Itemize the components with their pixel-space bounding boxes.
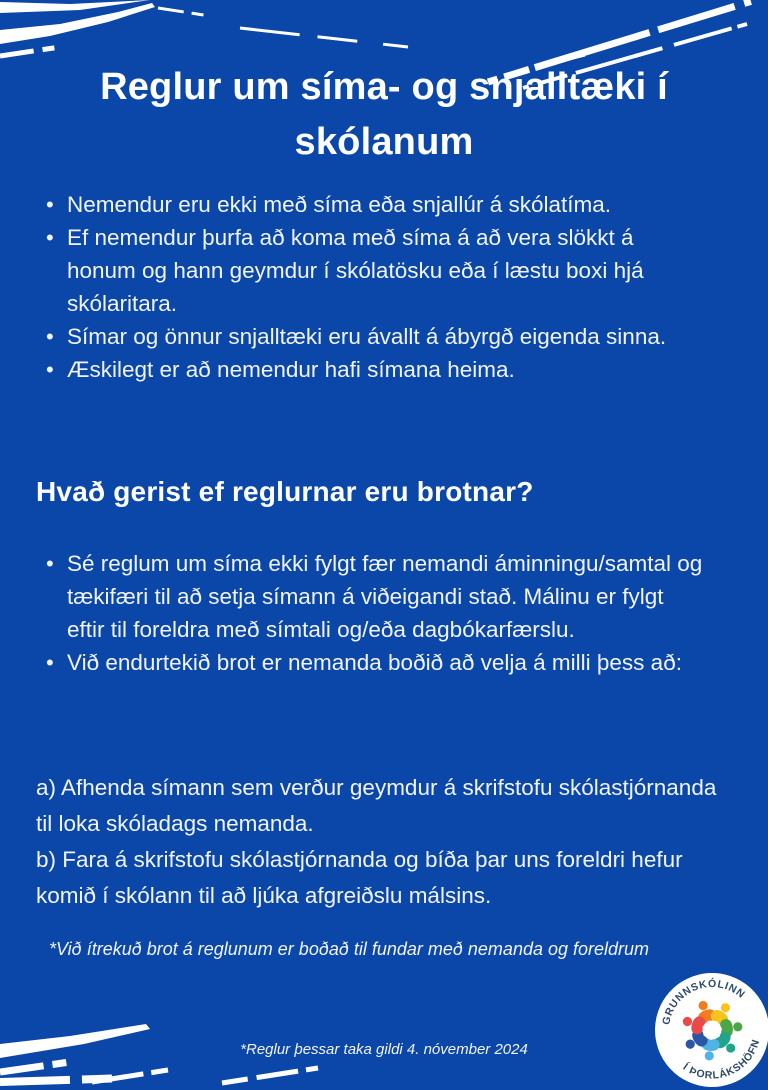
consequence-item: • Sé reglum um síma ekki fylgt fær nemandi áminningu/samtal og tækifæri til að setja símann á viðeigandi stað. Málinu er fylgt eftir til foreldra með símtali og/eða dagbókarfærslu.	[36, 547, 704, 646]
rule-item: • Nemendur eru ekki með síma eða snjallúr á skólatíma.	[36, 188, 704, 221]
page-title: Reglur um síma- og snjalltæki í skólanum	[100, 66, 668, 163]
school-logo	[652, 970, 768, 1090]
brush-stroke-top-left	[0, 0, 408, 56]
option-a: a) Afhenda símann sem verður geymdur á skrifstofu skólastjórnanda til loka skóladags nemanda.	[36, 775, 717, 836]
logo-bottom-arc-text: Í ÞORLÁKSHÖFN	[680, 1037, 763, 1082]
consequences-list	[36, 547, 704, 679]
logo-top-arc-text: GRUNNSKÓLINN	[660, 977, 748, 1026]
rule-item: • Símar og önnur snjalltæki eru ávallt á ábyrgð eigenda sinna.	[36, 320, 704, 353]
consequence-item: • Við endurtekið brot er nemanda boðið að velja á milli þess að:	[36, 646, 704, 679]
rules-list	[36, 188, 704, 386]
option-b: b) Fara á skrifstofu skólastjórnanda og bíða þar uns foreldri hefur komið í skólann til að ljúka afgreiðslu málsins.	[36, 847, 683, 908]
rule-item: • Æskilegt er að nemendur hafi símana heima.	[36, 353, 704, 386]
footnote-effective-date: *Reglur þessar taka gildi 4. nóvember 2024	[240, 1041, 528, 1058]
section-heading: Hvað gerist ef reglurnar eru brotnar?	[36, 476, 534, 507]
rule-item: • Ef nemendur þurfa að koma með síma á að vera slökkt á honum og hann geymdur í skólatösku eða í læstu boxi hjá skólaritara.	[36, 221, 704, 320]
consequence-options	[36, 770, 738, 914]
footnote-repeat-violations: *Við ítrekuð brot á reglunum er boðað til fundar með nemanda og foreldrum	[49, 939, 650, 959]
